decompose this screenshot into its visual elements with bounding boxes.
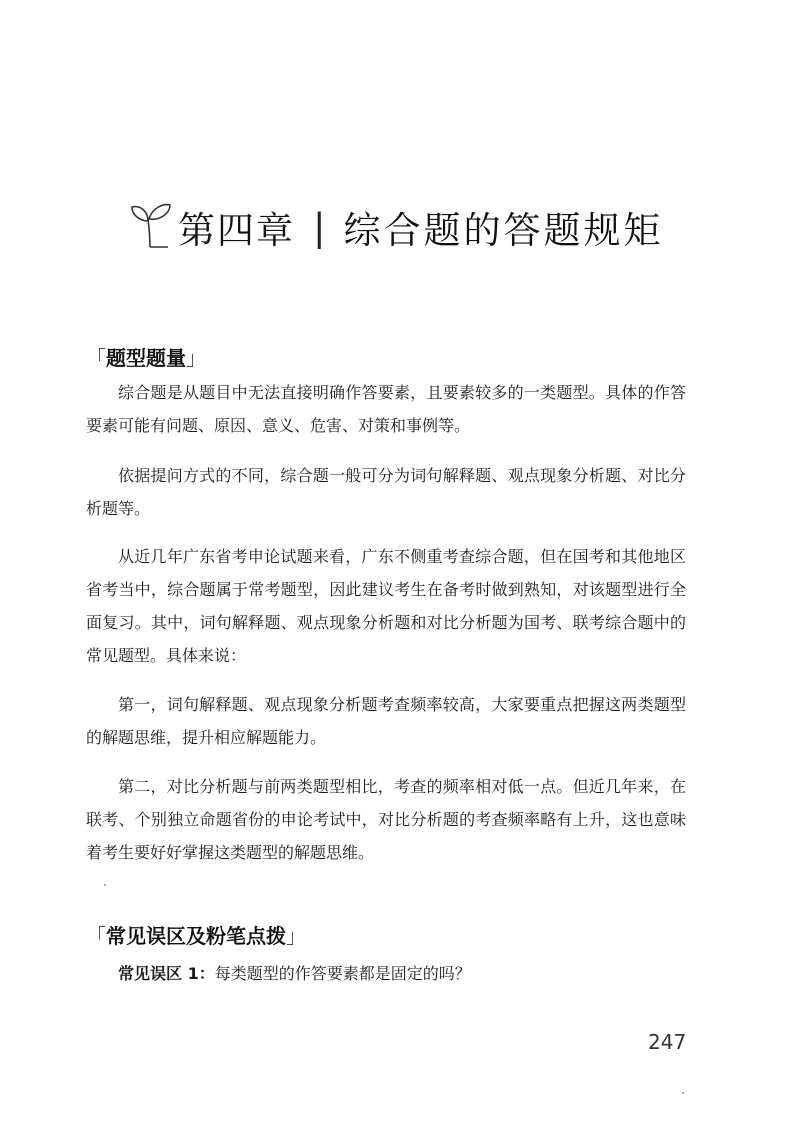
chapter-label: 第四章: [178, 209, 295, 252]
scan-speck: [682, 1092, 684, 1094]
chapter-divider: |: [313, 205, 326, 249]
section-heading-misconceptions: [86, 920, 306, 949]
open-bracket: 「: [86, 924, 106, 948]
section-heading-text: 题型题量: [106, 346, 186, 370]
paragraph-3: 从近几年广东省考申论试题来看，广东不侧重考查综合题，但在国考和其他地区省考当中，综合题属于常考题型，因此建议考生在备考时做到熟知，对该题型进行全面复习。其中，词句解释题、观点现象分析题和对比分析题为国考、联考综合题中的常见题型。具体来说：: [86, 547, 686, 665]
chapter-header: [128, 192, 663, 262]
paragraph-5: 第二，对比分析题与前两类题型相比，考查的频率相对低一点。但近几年来，在联考、个别独立命题省份的申论考试中，对比分析题的考查频率略有上升，这也意味着考生要好好掌握这类题型的解题思维。: [86, 777, 686, 862]
section-heading-question-types: [86, 342, 206, 371]
paragraph-2: 依据提问方式的不同，综合题一般可分为词句解释题、观点现象分析题、对比分析题等。: [86, 466, 686, 518]
scan-speck: [104, 884, 106, 886]
page-number: 247: [648, 1030, 687, 1054]
chapter-title: 综合题的答题规矩: [343, 209, 664, 252]
close-bracket: 」: [286, 924, 306, 948]
section-heading-text: 常见误区及粉笔点拨: [106, 924, 286, 948]
misconception-line: [118, 960, 471, 988]
open-bracket: 「: [86, 346, 106, 370]
paragraph-4: 第一，词句解释题、观点现象分析题考查频率较高，大家要重点把握这两类题型的解题思维，提升相应解题能力。: [86, 695, 686, 747]
close-bracket: 」: [186, 346, 206, 370]
misconception-question: 每类题型的作答要素都是固定的吗？: [214, 964, 471, 983]
paragraph-1: 综合题是从题目中无法直接明确作答要素，且要素较多的一类题型。具体的作答要素可能有问题、原因、意义、危害、对策和事例等。: [86, 383, 686, 435]
sprout-icon: [128, 197, 174, 249]
misconception-label: 常见误区 1：: [118, 964, 215, 983]
